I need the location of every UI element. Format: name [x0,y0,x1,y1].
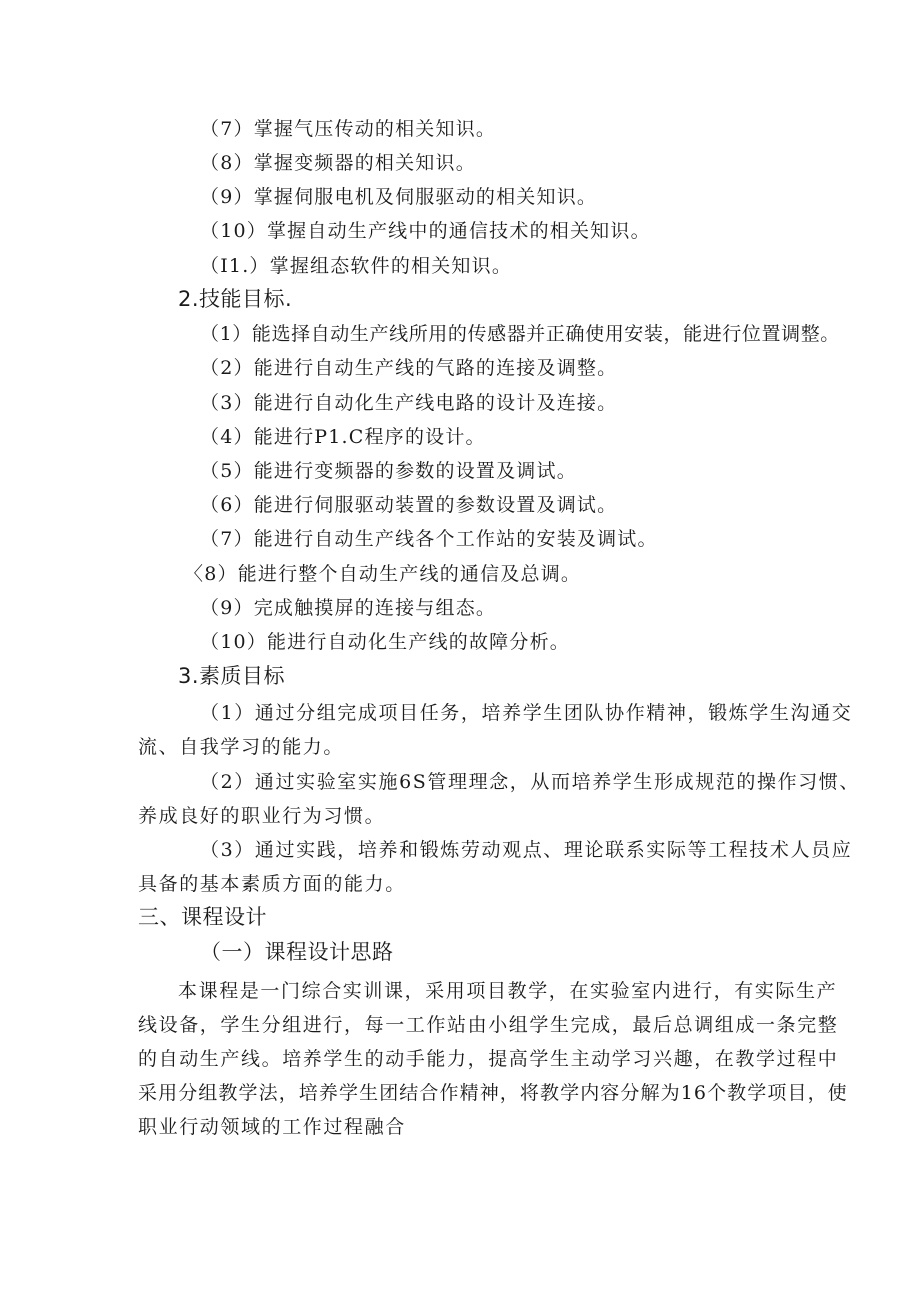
skill-item: （5）能进行变频器的参数的设置及调试。 [200,460,577,482]
quality-item-line: （1）通过分组完成项目任务，培养学生团队协作精神，锻炼学生沟通交 [200,702,853,724]
skill-item: 〈8）能进行整个自动生产线的通信及总调。 [184,563,582,585]
skill-item: （6）能进行伺服驱动装置的参数设置及调试。 [200,494,618,516]
quality-item-line: （2）通过实验室实施6S管理理念，从而培养学生形成规范的操作习惯、 [200,771,860,793]
skill-item: （10）能进行自动化生产线的故障分析。 [200,631,570,653]
quality-item-line: 具备的基本素质方面的能力。 [138,873,406,895]
knowledge-item: （7）掌握气压传动的相关知识。 [200,118,497,140]
quality-item-line: 流、自我学习的能力。 [138,736,345,758]
knowledge-item: （I1.）掌握组态软件的相关知识。 [200,255,513,277]
body-paragraph-line: 的自动生产线。培养学生的动手能力，提高学生主动学习兴趣，在教学过程中 [138,1048,839,1070]
knowledge-item: （10）掌握自动生产线中的通信技术的相关知识。 [200,220,651,242]
skill-item: （2）能进行自动生产线的气路的连接及调整。 [200,357,618,379]
section-heading: 三、课程设计 [138,905,267,929]
subsection-heading: （一）课程设计思路 [200,940,394,964]
body-paragraph-line: 采用分组教学法，培养学生团结合作精神，将教学内容分解为16个教学项目，使 [138,1082,848,1104]
knowledge-item: （9）掌握伺服电机及伺服驱动的相关知识。 [200,186,598,208]
quality-item-line: （3）通过实践，培养和锻炼劳动观点、理论联系实际等工程技术人员应 [200,839,853,861]
quality-item-line: 养成良好的职业行为习惯。 [138,805,386,827]
quality-objectives-heading: 3.素质目标 [178,664,286,688]
skill-item: （7）能进行自动生产线各个工作站的安装及调试。 [200,528,658,550]
body-paragraph-line: 本课程是一门综合实训课，采用项目教学，在实验室内进行，有实际生产 [178,980,838,1002]
skill-item: （4）能进行P1.C程序的设计。 [200,426,486,448]
skill-item: （9）完成触摸屏的连接与组态。 [200,597,497,619]
skill-item: （3）能进行自动化生产线电路的设计及连接。 [200,392,618,414]
skill-objectives-heading: 2.技能目标. [178,287,293,311]
skill-item: （1）能选择自动生产线所用的传感器并正确使用安装，能进行位置调整。 [200,323,840,345]
body-paragraph-line: 线设备，学生分组进行，每一工作站由小组学生完成，最后总调组成一条完整 [138,1014,839,1036]
body-paragraph-line: 职业行动领域的工作过程融合 [138,1116,406,1138]
knowledge-item: （8）掌握变频器的相关知识。 [200,152,476,174]
